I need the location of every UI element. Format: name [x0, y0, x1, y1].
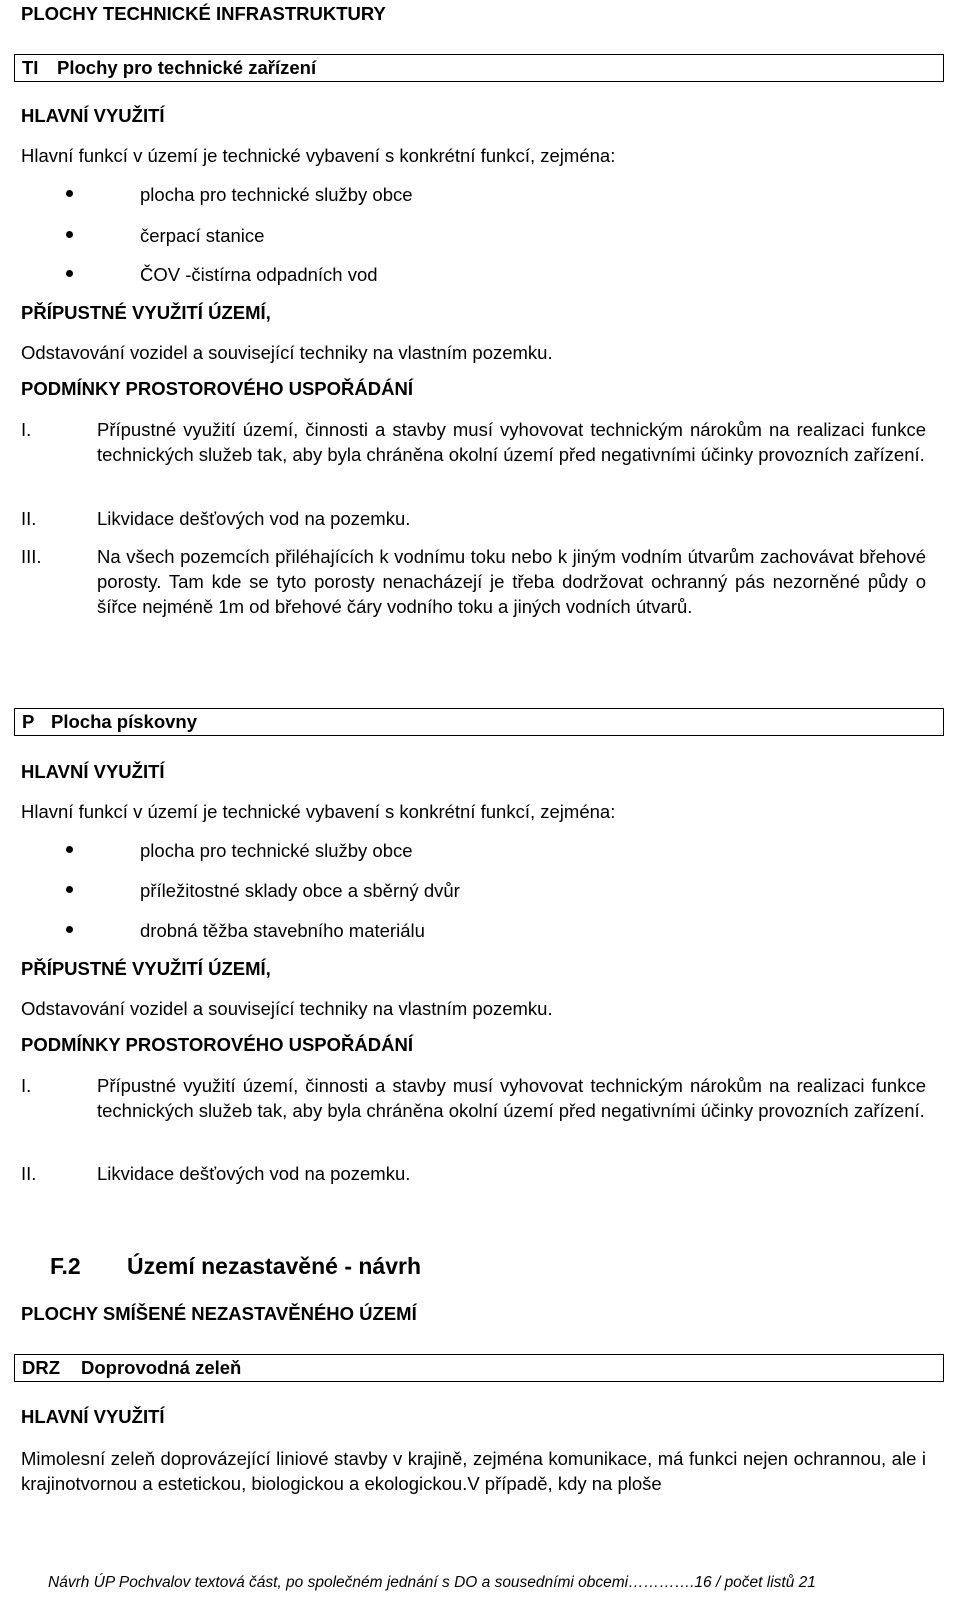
list-item: příležitostné sklady obce a sběrný dvůr	[140, 880, 460, 901]
permitted-heading: PŘÍPUSTNÉ VYUŽITÍ ÚZEMÍ,	[21, 958, 271, 979]
section-header-drz	[14, 1354, 944, 1382]
bullet-icon	[66, 190, 73, 197]
page-footer: Návrh ÚP Pochvalov textová část, po společném jednání s DO a sousedními obcemi………….16 / počet listů 21	[48, 1574, 816, 1591]
list-item: čerpací stanice	[140, 225, 265, 246]
section-code: TI	[22, 57, 39, 78]
section-code: P	[22, 711, 35, 732]
condition-number: I.	[21, 419, 32, 440]
section-name: Plochy pro technické zařízení	[57, 57, 317, 78]
chapter-number: F.2	[50, 1253, 81, 1279]
permitted-heading: PŘÍPUSTNÉ VYUŽITÍ ÚZEMÍ,	[21, 302, 271, 323]
main-use-heading: HLAVNÍ VYUŽITÍ	[21, 105, 165, 126]
chapter-title: Území nezastavěné - návrh	[127, 1253, 422, 1279]
list-item: plocha pro technické služby obce	[140, 184, 413, 205]
bullet-icon	[66, 846, 73, 853]
condition-number: III.	[21, 546, 42, 567]
condition-text: Likvidace dešťových vod na pozemku.	[97, 1163, 411, 1184]
permitted-text: Odstavování vozidel a související techniky na vlastním pozemku.	[21, 998, 553, 1019]
main-use-intro: Hlavní funkcí v území je technické vybavení s konkrétní funkcí, zejména:	[21, 145, 616, 166]
condition-number: I.	[21, 1075, 32, 1096]
list-item: plocha pro technické služby obce	[140, 840, 413, 861]
section-header-p	[14, 708, 944, 736]
bullet-icon	[66, 231, 73, 238]
main-use-intro: Hlavní funkcí v území je technické vybavení s konkrétní funkcí, zejména:	[21, 801, 616, 822]
condition-number: II.	[21, 508, 37, 529]
list-item: drobná těžba stavebního materiálu	[140, 920, 425, 941]
main-use-heading: HLAVNÍ VYUŽITÍ	[21, 761, 165, 782]
condition-number: II.	[21, 1163, 37, 1184]
condition-text: Přípustné využití území, činnosti a stavby musí vyhovovat technickým nárokům na realizaci funkce technických služeb tak, aby byla chráněna okolní území před negativními účinky provozních zařízení.	[97, 419, 926, 465]
conditions-heading: PODMÍNKY PROSTOROVÉHO USPOŘÁDÁNÍ	[21, 378, 413, 399]
page-title: PLOCHY TECHNICKÉ INFRASTRUKTURY	[21, 3, 386, 24]
main-use-heading: HLAVNÍ VYUŽITÍ	[21, 1406, 165, 1427]
permitted-text: Odstavování vozidel a související techniky na vlastním pozemku.	[21, 342, 553, 363]
drz-text: Mimolesní zeleň doprovázející liniové stavby v krajině, zejména komunikace, má funkci nejen ochrannou, ale i krajinotvornou a estetickou, biologickou a ekologickou.V případě, kdy na ploše	[21, 1448, 926, 1494]
bullet-icon	[66, 270, 73, 277]
subtitle: PLOCHY SMÍŠENÉ NEZASTAVĚNÉHO ÚZEMÍ	[21, 1303, 417, 1324]
list-item: ČOV -čistírna odpadních vod	[140, 264, 378, 285]
bullet-icon	[66, 886, 73, 893]
bullet-icon	[66, 926, 73, 933]
section-code: DRZ	[22, 1357, 61, 1378]
condition-text: Likvidace dešťových vod na pozemku.	[97, 508, 411, 529]
section-header-ti	[14, 54, 944, 82]
section-name: Plocha pískovny	[51, 711, 197, 732]
section-name: Doprovodná zeleň	[81, 1357, 242, 1378]
conditions-heading: PODMÍNKY PROSTOROVÉHO USPOŘÁDÁNÍ	[21, 1034, 413, 1055]
condition-text: Na všech pozemcích přiléhajících k vodnímu toku nebo k jiným vodním útvarům zachovávat břehové porosty. Tam kde se tyto porosty nenacházejí je třeba dodržovat ochranný pás nezorněné půdy o šířce nejméně 1m od břehové čáry vodního toku a jiných vodních útvarů.	[97, 546, 926, 617]
condition-text: Přípustné využití území, činnosti a stavby musí vyhovovat technickým nárokům na realizaci funkce technických služeb tak, aby byla chráněna okolní území před negativními účinky provozních zařízení.	[97, 1075, 926, 1121]
